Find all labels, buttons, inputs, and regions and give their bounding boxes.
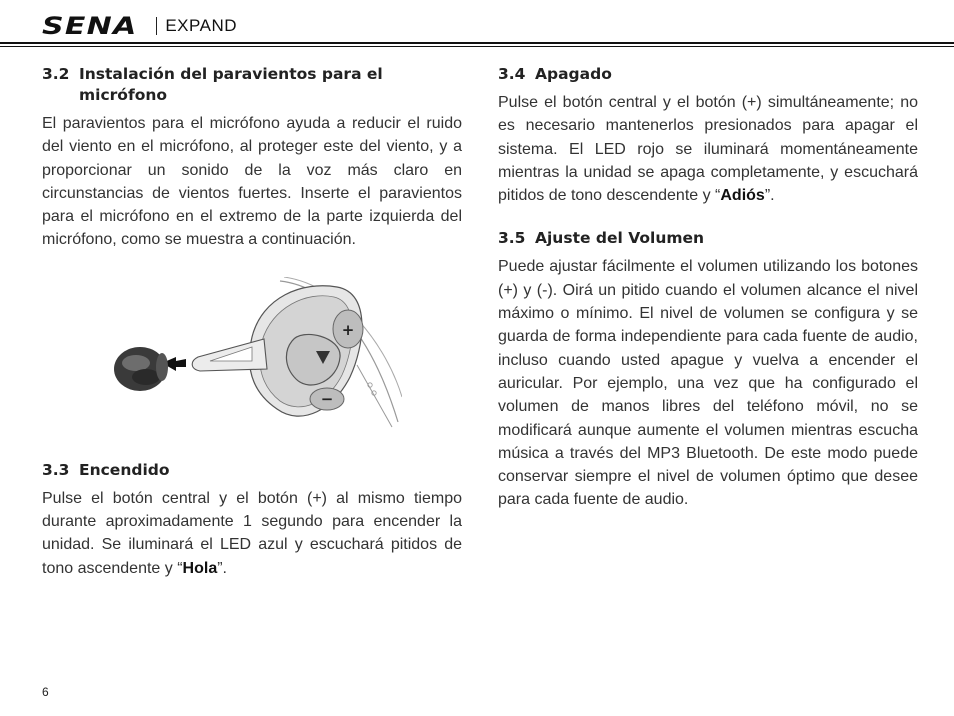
- left-column: [42, 64, 462, 580]
- section-number: 3.5: [498, 229, 526, 248]
- section-3-5-heading: [498, 228, 918, 249]
- section-3-3-heading: [42, 460, 462, 481]
- section-3-4-heading: [498, 64, 918, 85]
- section-3-2-heading: [42, 64, 462, 106]
- section-3-3-body: [42, 487, 462, 580]
- body-text: Pulse el botón central y el botón (+) simultáneamente; no es necesario mantenerlos presionados para apagar el sistema. El LED rojo se iluminará momentáneamente mientras la unidad se apaga completamente, y escuchará pitidos de tono descendente y “: [498, 94, 918, 205]
- adios-bold: Adiós: [720, 187, 765, 205]
- section-number: 3.2: [42, 65, 70, 83]
- section-title: Apagado: [535, 65, 612, 83]
- section-3-4-body: [498, 91, 918, 207]
- product-name: EXPAND: [165, 16, 237, 35]
- headset-drawing: [102, 277, 402, 442]
- sena-logo: SENA: [42, 12, 138, 40]
- section-3-5-body: Puede ajustar fácilmente el volumen utilizando los botones (+) y (-). Oirá un pitido cuando el volumen alcance el nivel máximo o mínimo. El nivel de volumen se configura y se guarda de forma independiente para cada fuente de audio, incluso cuando usted apague y vuelva a encender el auricular. Por ejemplo, una vez que ha configurado el volumen de manos libres del teléfono móvil, no se modificará aunque aumente el volumen mientras escucha música a través del MP3 Bluetooth. De este modo puede conservar siempre el nivel de volumen óptimo que desee para cada fuente de audio.: [498, 258, 918, 509]
- section-3-2-body: El paravientos para el micrófono ayuda a reducir el ruido del viento en el micrófono, al proteger este del viento, y a proporcionar un sonido de la voz más claro en circunstancias de vientos fuertes. Inserte el paravientos para el micrófono en el extremo de la parte izquierda del micrófono, como se muestra a continuación.: [42, 115, 462, 249]
- plus-button-symbol: +: [341, 320, 355, 339]
- header-rule-thick: [0, 42, 954, 44]
- right-column: [498, 64, 918, 512]
- section-gap: [498, 207, 918, 228]
- hola-bold: Hola: [182, 559, 218, 577]
- windscreen-foam: [114, 347, 168, 391]
- header-separator: [156, 17, 157, 35]
- minus-button-symbol: −: [320, 389, 334, 408]
- section-title: Encendido: [79, 460, 170, 479]
- body-text-end: ”.: [217, 559, 227, 577]
- windscreen-illustration: [42, 277, 462, 442]
- header-rule-thin: [0, 46, 954, 47]
- section-number: 3.4: [498, 65, 526, 83]
- section-title: Instalación del paravientos para el micrófono: [79, 65, 383, 104]
- page-number: 6: [42, 685, 49, 699]
- section-number: 3.3: [42, 460, 70, 479]
- page-header: [42, 12, 237, 40]
- body-text-end: ”.: [764, 187, 775, 205]
- section-title: Ajuste del Volumen: [535, 229, 705, 248]
- body-text: Pulse el botón central y el botón (+) al mismo tiempo durante aproximadamente 1 segundo para encender la unidad. Se iluminará el LED azul y escuchará pitidos de tono ascendente y “: [42, 489, 462, 577]
